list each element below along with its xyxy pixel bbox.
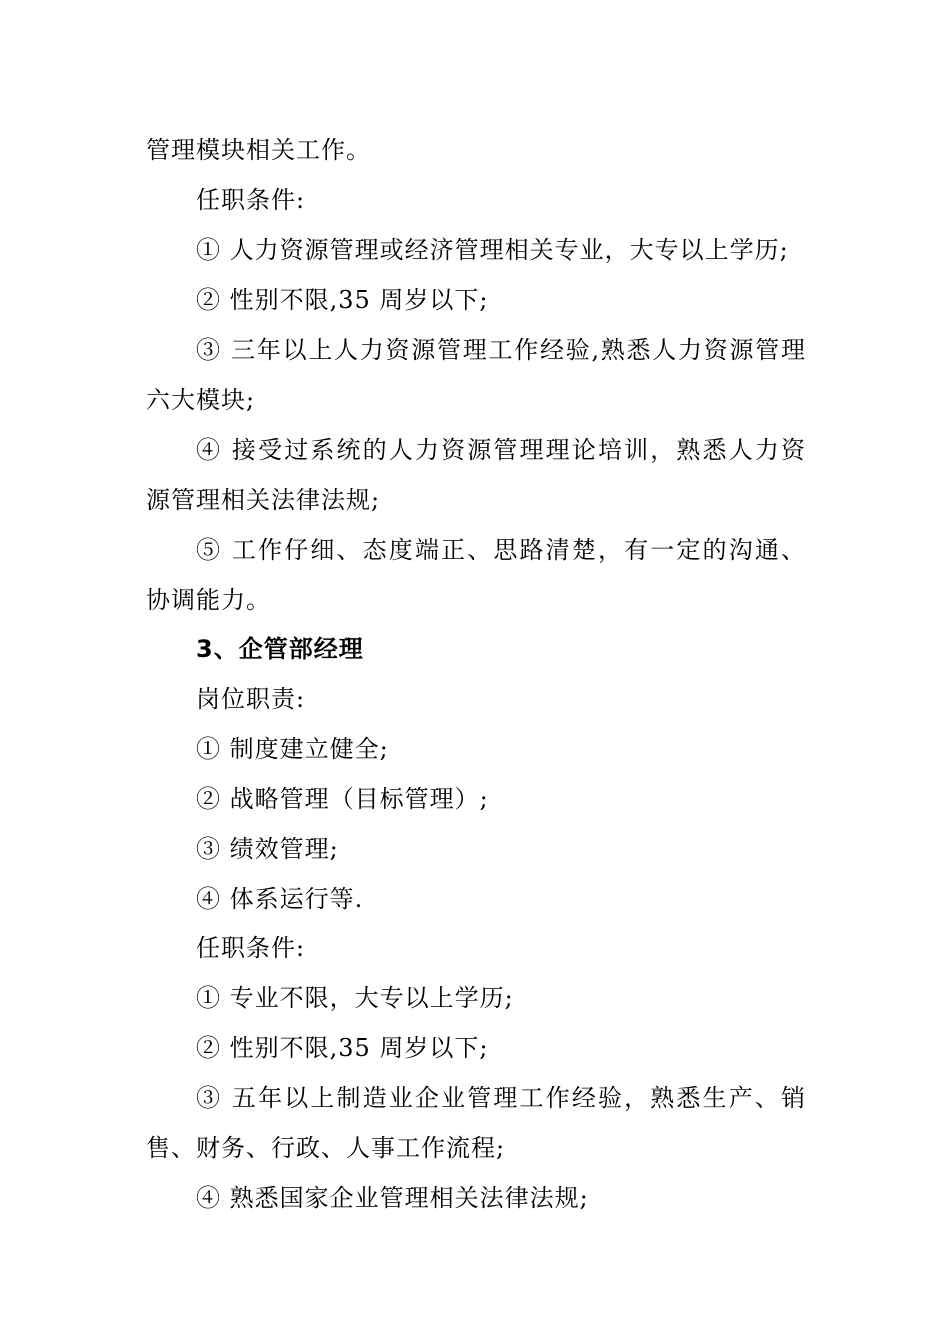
list-item: ① 制度建立健全; bbox=[196, 735, 389, 763]
subheading-duties: 岗位职责: bbox=[196, 685, 306, 713]
list-item: ④ 熟悉国家企业管理相关法律法规; bbox=[196, 1184, 589, 1212]
list-item: ③ 绩效管理; bbox=[196, 835, 339, 863]
text-line: 管理模块相关工作。 bbox=[146, 136, 371, 164]
list-item: ② 性别不限,35 周岁以下; bbox=[196, 286, 489, 314]
list-item-continuation: 协调能力。 bbox=[146, 586, 271, 614]
list-item-continuation: 售、财务、行政、人事工作流程; bbox=[146, 1134, 506, 1162]
list-item: ④ 接受过系统的人力资源管理理论培训，熟悉人力资 bbox=[196, 436, 806, 464]
list-item-continuation: 六大模块; bbox=[146, 386, 256, 414]
list-item: ① 人力资源管理或经济管理相关专业，大专以上学历; bbox=[196, 236, 789, 264]
list-item: ③ 三年以上人力资源管理工作经验,熟悉人力资源管理 bbox=[196, 336, 806, 364]
list-item: ③ 五年以上制造业企业管理工作经验，熟悉生产、销 bbox=[196, 1084, 806, 1112]
list-item: ① 专业不限，大专以上学历; bbox=[196, 984, 514, 1012]
list-item: ② 战略管理（目标管理）; bbox=[196, 785, 489, 813]
list-item: ⑤ 工作仔细、态度端正、思路清楚，有一定的沟通、 bbox=[196, 536, 806, 564]
list-item: ④ 体系运行等. bbox=[196, 885, 364, 913]
subheading-requirements: 任职条件: bbox=[196, 186, 306, 214]
list-item: ② 性别不限,35 周岁以下; bbox=[196, 1034, 489, 1062]
list-item-continuation: 源管理相关法律法规; bbox=[146, 486, 381, 514]
subheading-requirements: 任职条件: bbox=[196, 934, 306, 962]
section-heading: 3、企管部经理 bbox=[196, 635, 364, 663]
